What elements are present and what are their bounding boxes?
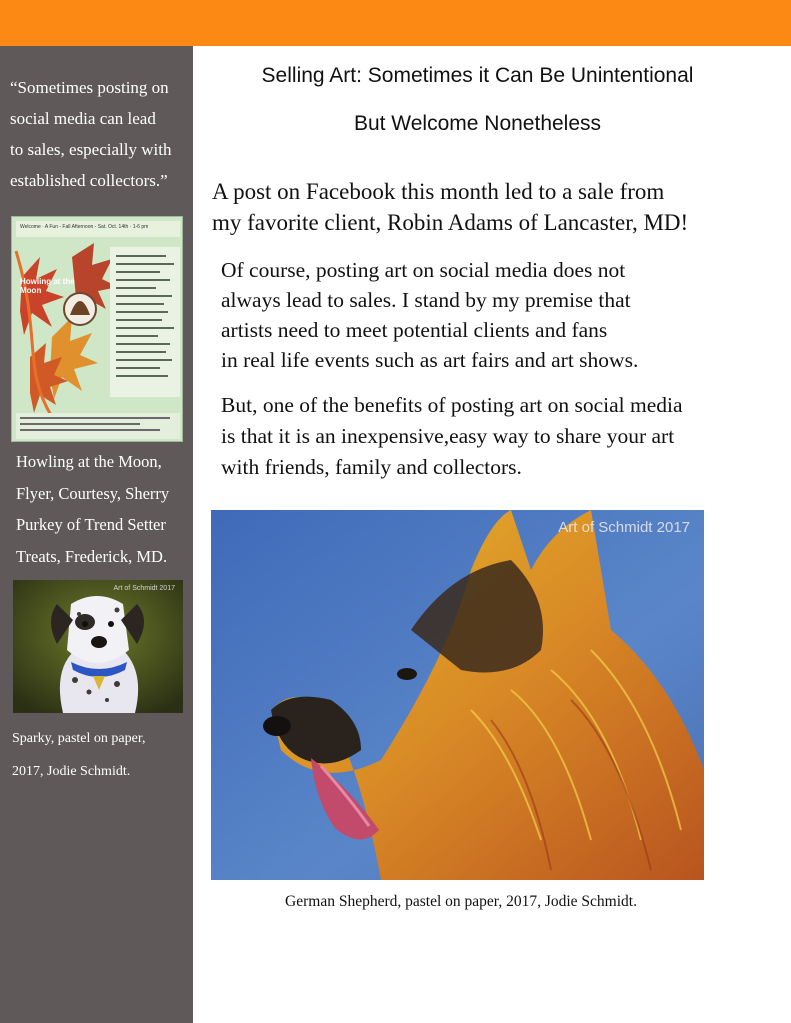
paragraph-real-life-events: Of course, posting art on social media does not always lead to sales. I stand by my premise that artists need to meet potential clients and fans in real life events such as art fairs and art shows. xyxy=(221,258,639,372)
flyer-caption: Howling at the Moon, Flyer, Courtesy, Sherry Purkey of Trend Setter Treats, Frederick, MD. xyxy=(16,452,170,566)
paragraph-social-media-benefits: But, one of the benefits of posting art on social media is that it is an inexpensive,easy way to share your art with friends, family and collectors. xyxy=(221,393,683,479)
sparky-caption: Sparky, pastel on paper, 2017, Jodie Schmidt. xyxy=(12,731,146,779)
shepherd-caption: German Shepherd, pastel on paper, 2017, Jodie Schmidt. xyxy=(285,893,637,910)
article-title-line-2: But Welcome Nonetheless xyxy=(353,112,602,135)
header-bar xyxy=(0,0,791,46)
sidebar-quote: “Sometimes posting on social media can lead to sales, especially with established collectors.” xyxy=(10,78,172,190)
german-shepherd-portrait-icon xyxy=(211,510,704,880)
german-shepherd-image xyxy=(211,510,704,880)
flyer-top-text: Welcome · A Fun - Fall Afternoon - Sat. Oct. 14th · 1-6 pm xyxy=(20,224,149,230)
maple-leaves-flyer-icon xyxy=(12,217,183,442)
sparky-watermark: Art of Schmidt 2017 xyxy=(113,585,175,592)
shepherd-watermark: Art of Schmidt 2017 xyxy=(558,519,690,536)
flyer-art-title: Howling at the Moon xyxy=(20,277,75,295)
sparky-image xyxy=(13,580,183,713)
article-title-line-1: Selling Art: Sometimes it Can Be Unintentional xyxy=(261,64,694,87)
paragraph-facebook-sale: A post on Facebook this month led to a sale from my favorite client, Robin Adams of Lancaster, MD! xyxy=(212,179,689,235)
flyer-image xyxy=(11,216,183,442)
dog-portrait-icon xyxy=(13,580,183,713)
